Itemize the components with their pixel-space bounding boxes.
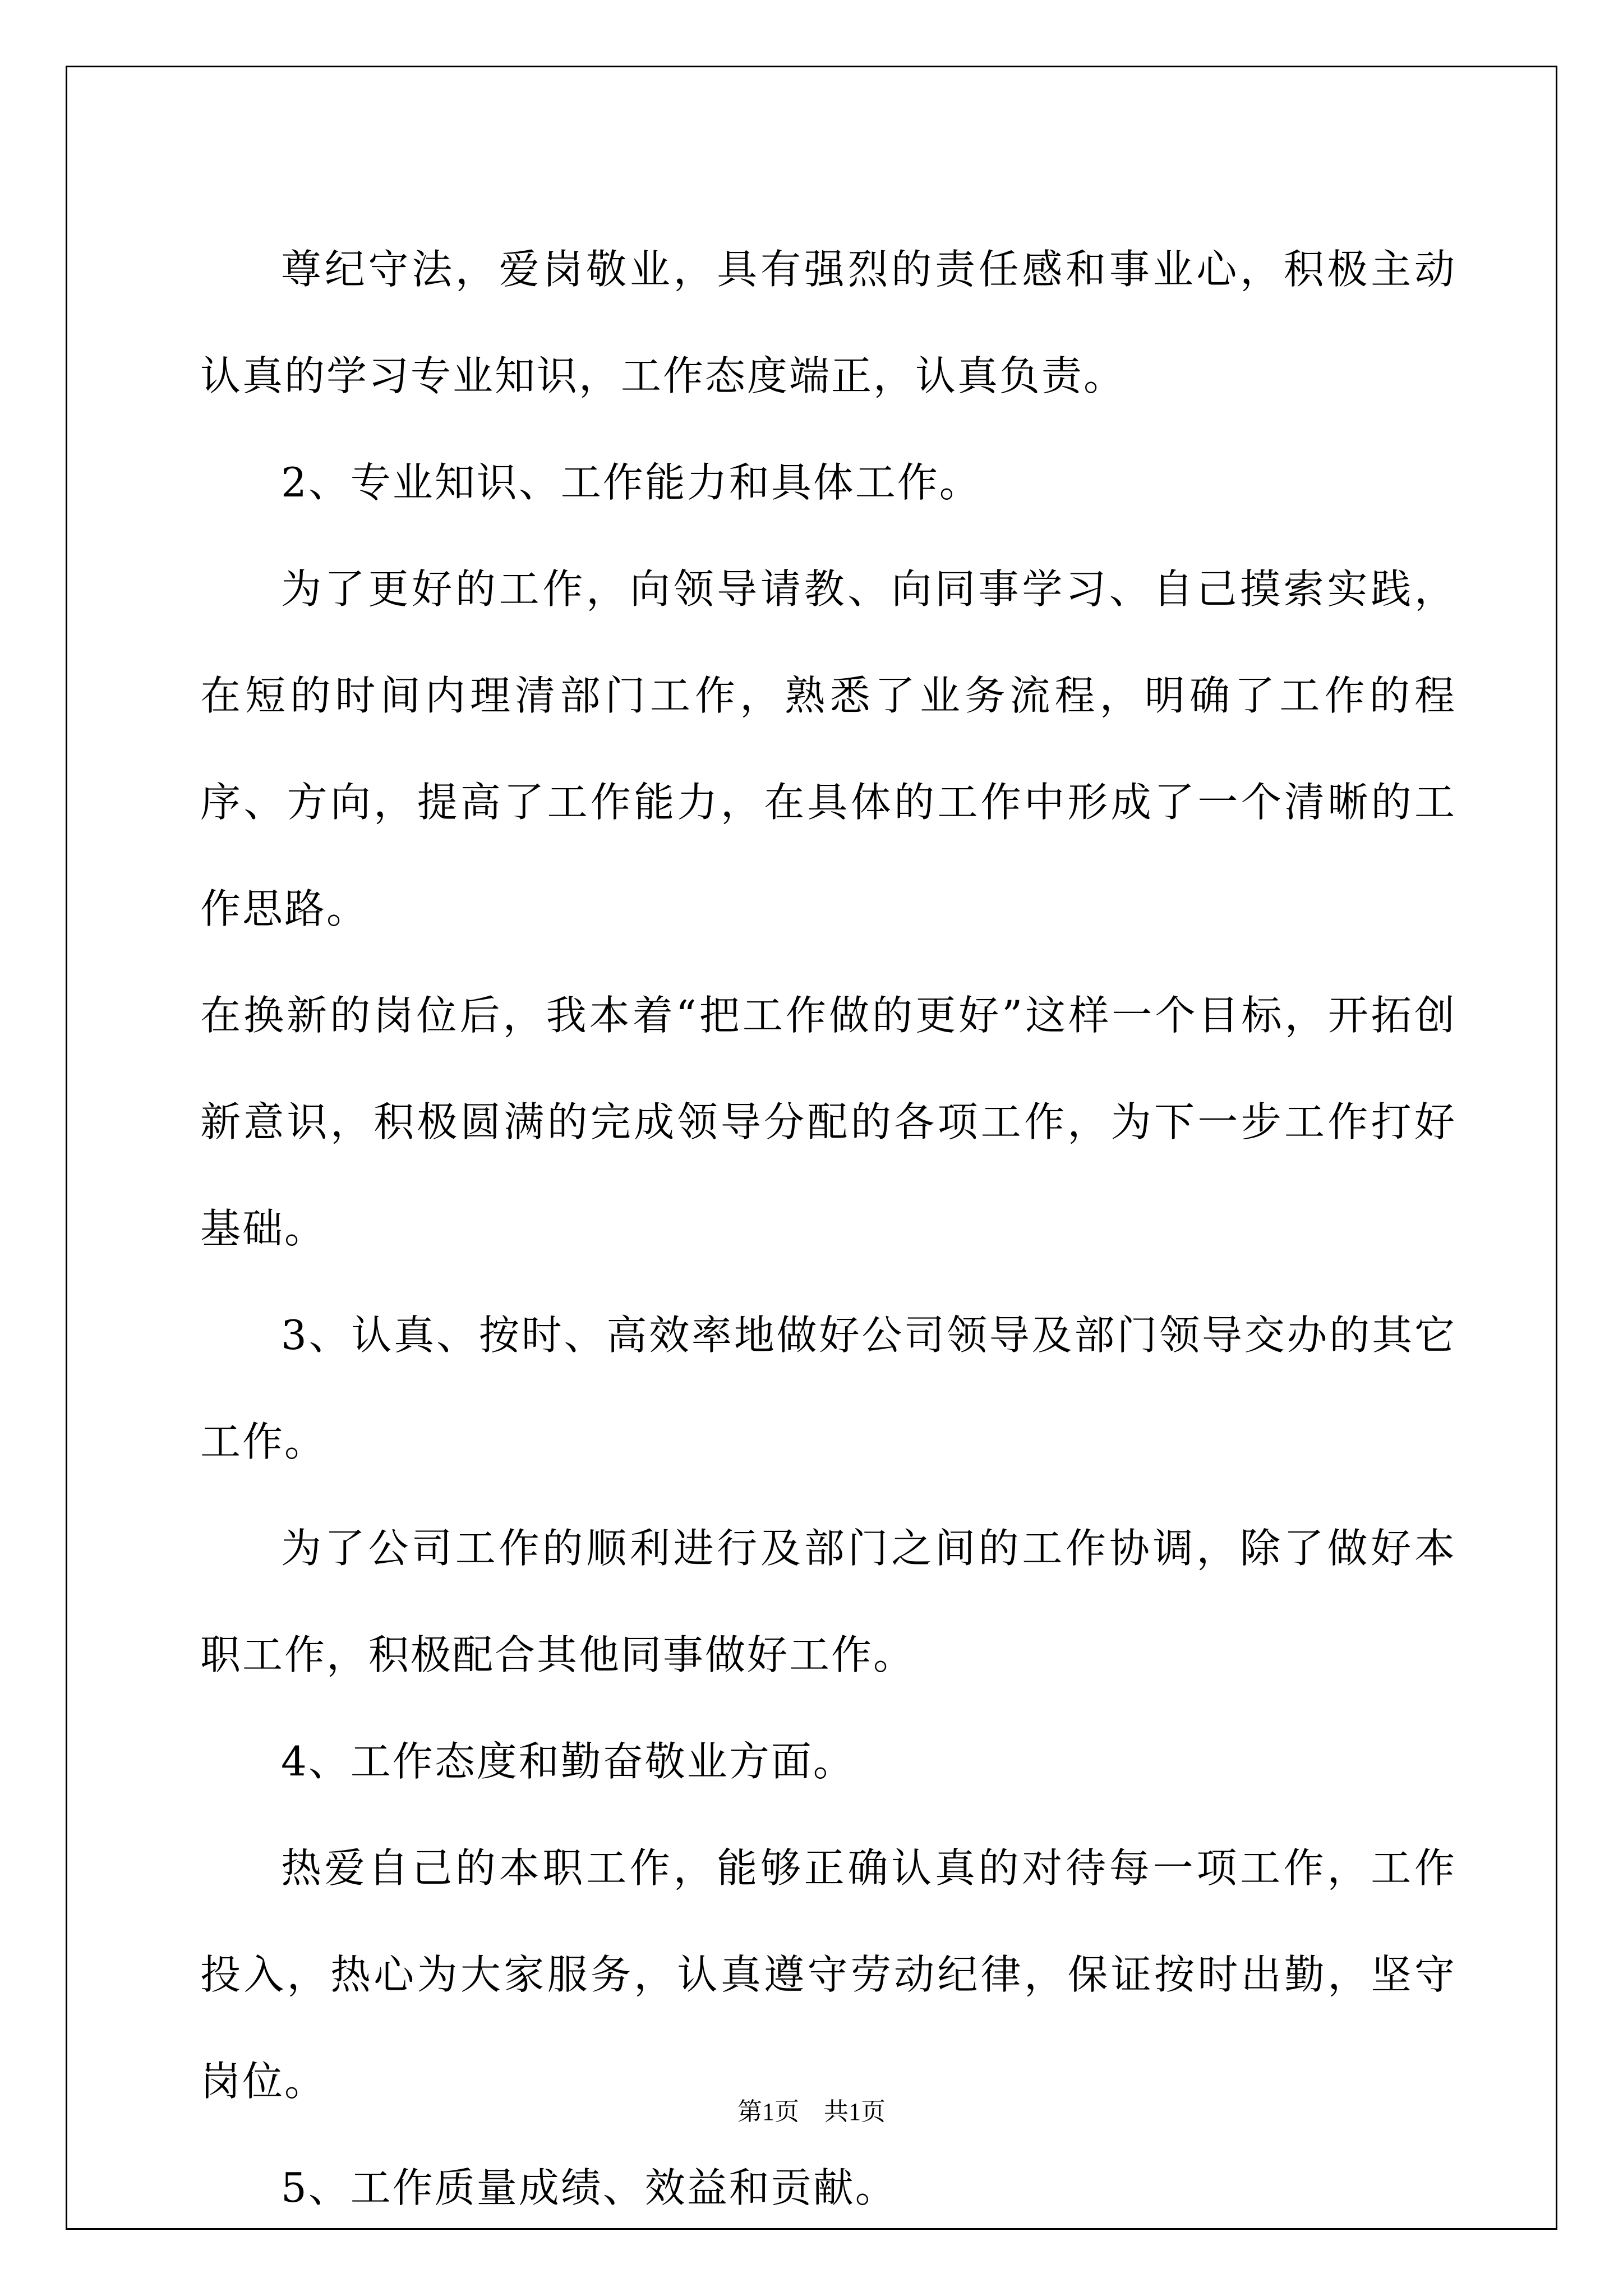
heading-section-3: 3、认真、按时、高效率地做好公司领导及部门领导交办的其它工作。 — [200, 1312, 1456, 1465]
paragraph-section-4-body: 热爱自己的本职工作，能够正确认真的对待每一项工作，工作投入，热心为大家服务，认真遵守劳动纪律，保证按时出勤，坚守岗位。 — [200, 1844, 1456, 2105]
paragraph-section-2-continued: 在换新的岗位后，我本着“把工作做的更好”这样一个目标，开拓创新意识，积极圆满的完成领导分配的各项工作，为下一步工作打好基础。 — [200, 992, 1456, 1252]
heading-section-4: 4、工作态度和勤奋敬业方面。 — [281, 1738, 855, 1785]
paragraph-section-3-body: 为了公司工作的顺利进行及部门之间的工作协调，除了做好本职工作，积极配合其他同事做好工作。 — [200, 1525, 1456, 1678]
heading-section-2: 2、专业知识、工作能力和具体工作。 — [281, 459, 981, 506]
paragraph-intro: 尊纪守法，爱岗敬业，具有强烈的责任感和事业心，积极主动认真的学习专业知识，工作态度端正，认真负责。 — [200, 246, 1456, 399]
document-body — [200, 216, 1456, 2241]
heading-section-5: 5、工作质量成绩、效益和贡献。 — [281, 2164, 897, 2211]
paragraph-section-2-body: 为了更好的工作，向领导请教、向同事学习、自己摸索实践，在短的时间内理清部门工作，熟悉了业务流程，明确了工作的程序、方向，提高了工作能力，在具体的工作中形成了一个清晰的工作思路。 — [200, 565, 1456, 932]
page-number-footer: 第1页 共1页 — [737, 2098, 886, 2125]
